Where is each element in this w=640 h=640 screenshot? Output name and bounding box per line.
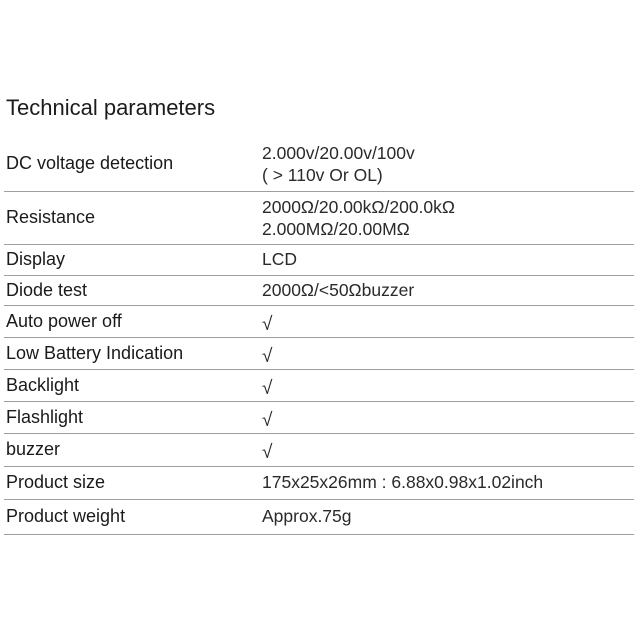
- table-row: [4, 401, 634, 433]
- parameter-value: [261, 433, 634, 466]
- table-row: [4, 275, 634, 305]
- parameter-value: Approx.75g: [262, 506, 352, 526]
- table-row: [4, 369, 634, 401]
- parameter-name: DC voltage detection: [6, 153, 174, 174]
- parameter-value: 175x25x26mm : 6.88x0.98x1.02inch: [262, 472, 544, 492]
- parameter-value: [261, 337, 634, 369]
- parameter-value: [261, 191, 634, 244]
- check-icon: √: [262, 442, 273, 463]
- parameter-name: Auto power off: [6, 310, 122, 331]
- parameter-name: Flashlight: [6, 406, 84, 427]
- table-row: [4, 499, 634, 534]
- check-icon: √: [262, 377, 273, 399]
- parameter-value: [261, 369, 634, 401]
- parameter-name: Diode test: [6, 279, 88, 300]
- parameter-value: 2000Ω/<50Ωbuzzer: [262, 279, 415, 300]
- parameters-table: [4, 137, 634, 535]
- value-line: 2.000v/20.00v/100v: [262, 142, 415, 163]
- table-row: [4, 244, 634, 275]
- parameter-value: LCD: [262, 249, 298, 269]
- parameter-name: Product size: [6, 472, 106, 492]
- parameter-name: Product weight: [6, 506, 126, 526]
- parameter-value: [261, 137, 634, 191]
- table-row: [4, 137, 634, 191]
- table-row: [4, 191, 634, 244]
- table-row: [4, 305, 634, 337]
- parameter-value: [261, 305, 634, 337]
- parameter-name: Low Battery Indication: [6, 342, 184, 363]
- check-icon: √: [262, 409, 273, 431]
- parameter-name: buzzer: [6, 439, 61, 459]
- table-row: [4, 337, 634, 369]
- table-row: [4, 466, 634, 499]
- value-line: 2.000MΩ/20.00MΩ: [262, 218, 410, 239]
- parameter-name: Backlight: [6, 374, 80, 395]
- parameter-name: Resistance: [6, 207, 96, 227]
- parameter-name: Display: [6, 249, 66, 269]
- check-icon: √: [262, 313, 273, 335]
- value-line: ( > 110v Or OL): [262, 164, 383, 185]
- table-row: [4, 433, 634, 466]
- check-icon: √: [262, 345, 273, 367]
- page-title: Technical parameters: [6, 95, 216, 120]
- value-line: 2000Ω/20.00kΩ/200.0kΩ: [262, 196, 455, 217]
- parameter-value: [261, 401, 634, 433]
